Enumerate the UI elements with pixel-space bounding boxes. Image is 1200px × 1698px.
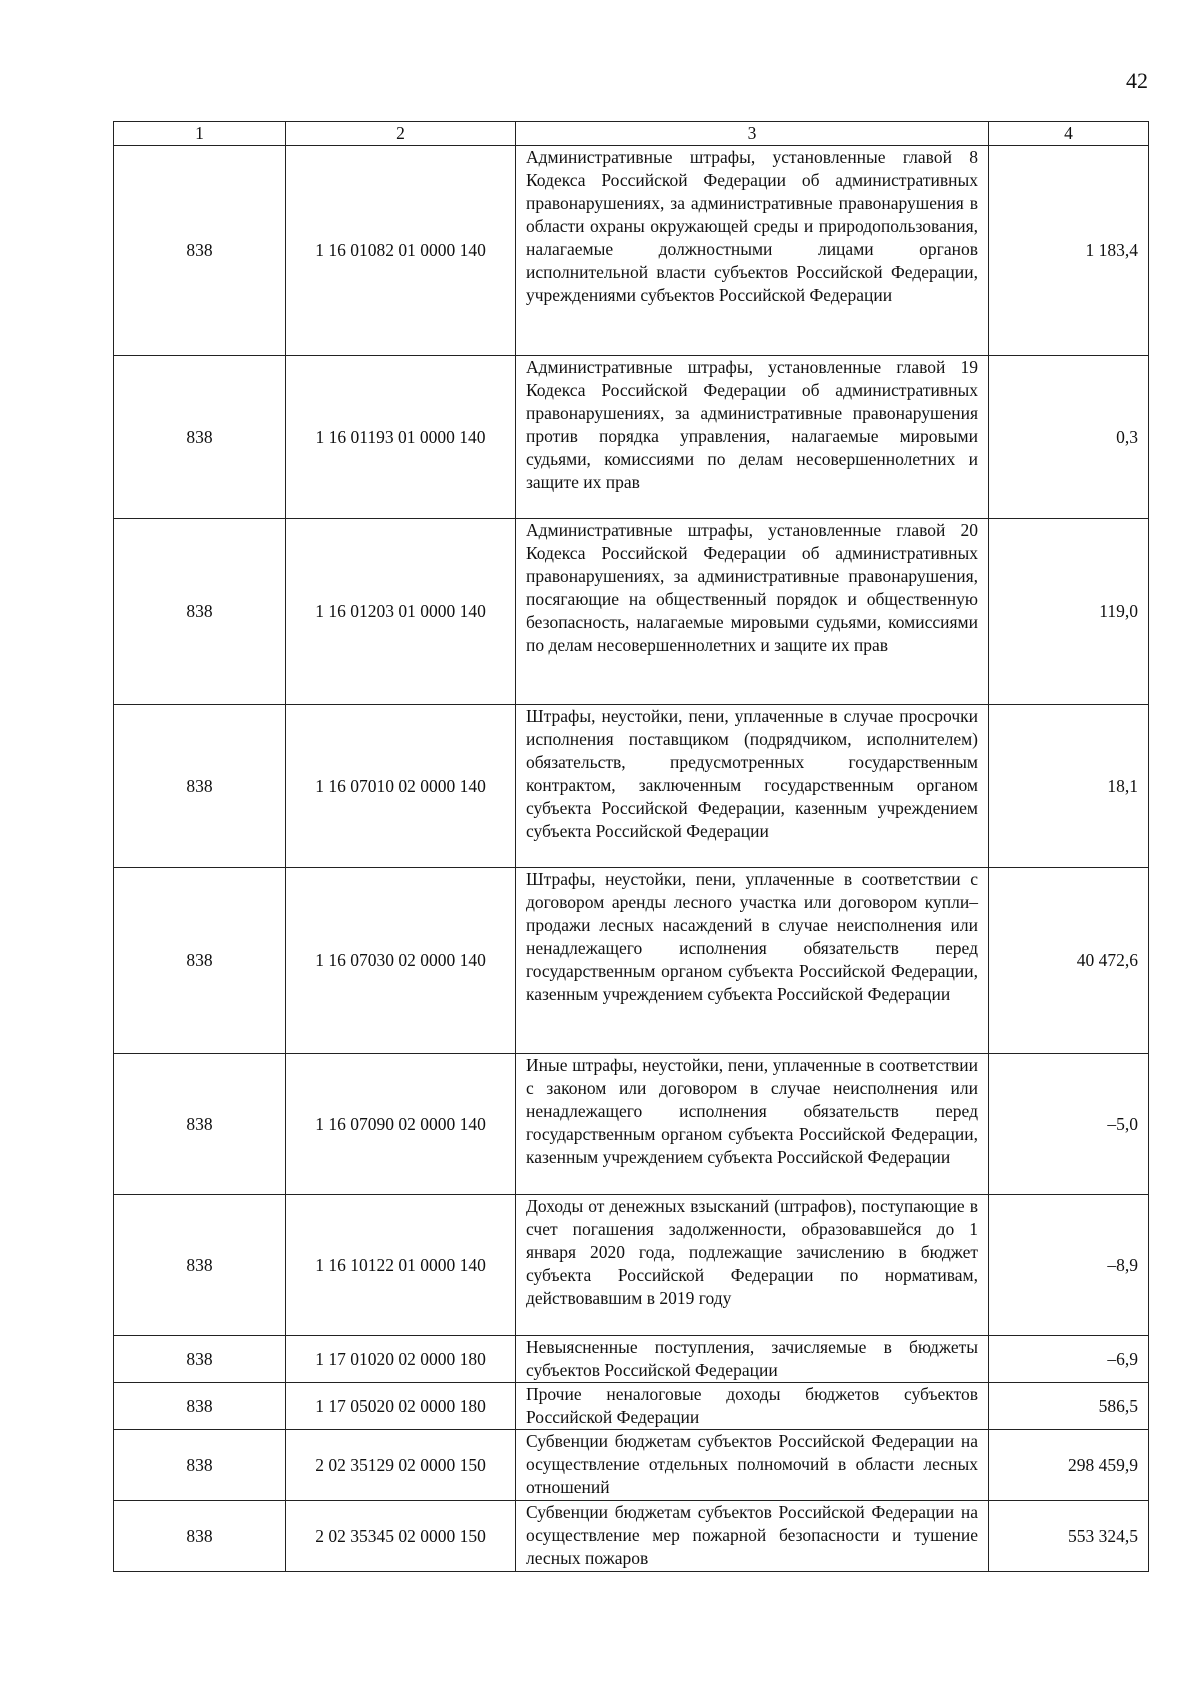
- revenue-code-cell: 1 16 01193 01 0000 140: [286, 356, 516, 519]
- amount-cell: 0,3: [989, 356, 1149, 519]
- table-header-row: [114, 122, 1149, 146]
- amount-cell: –5,0: [989, 1054, 1149, 1195]
- table-row: [114, 146, 1149, 356]
- table-row: [114, 1195, 1149, 1336]
- table-row: [114, 1054, 1149, 1195]
- amount-cell: 1 183,4: [989, 146, 1149, 356]
- admin-code-cell: 838: [114, 868, 286, 1054]
- page-number: 42: [1126, 68, 1148, 93]
- revenue-name-cell: Административные штрафы, установленные главой 19 Кодекса Российской Федерации об административных правонарушениях, за административные правонарушения против порядка управления, налагаемые мировыми судьями, комиссиями по делам несовершеннолетних и защите их прав: [516, 356, 989, 519]
- table-row: [114, 1430, 1149, 1501]
- table-row: [114, 868, 1149, 1054]
- revenue-name-cell: Субвенции бюджетам субъектов Российской Федерации на осуществление отдельных полномочий в области лесных отношений: [516, 1430, 989, 1501]
- admin-code-cell: 838: [114, 146, 286, 356]
- revenue-name-cell: Иные штрафы, неустойки, пени, уплаченные в соответствии с законом или договором в случае неисполнения или ненадлежащего исполнения обязательств перед государственным органом субъекта Российской Федерации, казенным учреждением субъекта Российской Федерации: [516, 1054, 989, 1195]
- revenue-code-cell: 2 02 35345 02 0000 150: [286, 1501, 516, 1572]
- admin-code-cell: 838: [114, 1383, 286, 1430]
- column-header: 2: [286, 122, 516, 146]
- table-row: [114, 356, 1149, 519]
- admin-code-cell: 838: [114, 356, 286, 519]
- revenue-code-cell: 1 17 05020 02 0000 180: [286, 1383, 516, 1430]
- admin-code-cell: 838: [114, 1430, 286, 1501]
- table-row: [114, 705, 1149, 868]
- column-header: 1: [114, 122, 286, 146]
- revenue-name-cell: Невыясненные поступления, зачисляемые в бюджеты субъектов Российской Федерации: [516, 1336, 989, 1383]
- revenue-name-cell: Штрафы, неустойки, пени, уплаченные в соответствии с договором аренды лесного участка или договором купли–продажи лесных насаждений в случае неисполнения или ненадлежащего исполнения обязательств перед государственным органом субъекта Российской Федерации, казенным учреждением субъекта Российской Федерации: [516, 868, 989, 1054]
- amount-cell: 586,5: [989, 1383, 1149, 1430]
- revenue-name-cell: Административные штрафы, установленные главой 20 Кодекса Российской Федерации об административных правонарушениях, за административные правонарушения, посягающие на общественный порядок и общественную безопасность, налагаемые мировыми судьями, комиссиями по делам несовершеннолетних и защите их прав: [516, 519, 989, 705]
- amount-cell: 553 324,5: [989, 1501, 1149, 1572]
- table-row: [114, 519, 1149, 705]
- amount-cell: 18,1: [989, 705, 1149, 868]
- revenue-name-cell: Доходы от денежных взысканий (штрафов), поступающие в счет погашения задолженности, образовавшейся до 1 января 2020 года, подлежащие зачислению в бюджет субъекта Российской Федерации по нормативам, действовавшим в 2019 году: [516, 1195, 989, 1336]
- revenue-code-cell: 1 16 01203 01 0000 140: [286, 519, 516, 705]
- revenue-code-cell: 2 02 35129 02 0000 150: [286, 1430, 516, 1501]
- amount-cell: 119,0: [989, 519, 1149, 705]
- revenue-code-cell: 1 16 07090 02 0000 140: [286, 1054, 516, 1195]
- column-header: 3: [516, 122, 989, 146]
- revenue-code-cell: 1 17 01020 02 0000 180: [286, 1336, 516, 1383]
- admin-code-cell: 838: [114, 1501, 286, 1572]
- admin-code-cell: 838: [114, 1195, 286, 1336]
- revenue-name-cell: Административные штрафы, установленные главой 8 Кодекса Российской Федерации об административных правонарушениях, за административные правонарушения в области охраны окружающей среды и природопользования, налагаемые должностными лицами органов исполнительной власти субъектов Российской Федерации, учреждениями субъектов Российской Федерации: [516, 146, 989, 356]
- revenue-table: [113, 121, 1149, 1572]
- table-row: [114, 1501, 1149, 1572]
- revenue-name-cell: Прочие неналоговые доходы бюджетов субъектов Российской Федерации: [516, 1383, 989, 1430]
- amount-cell: 40 472,6: [989, 868, 1149, 1054]
- revenue-name-cell: Субвенции бюджетам субъектов Российской Федерации на осуществление мер пожарной безопасности и тушение лесных пожаров: [516, 1501, 989, 1572]
- admin-code-cell: 838: [114, 519, 286, 705]
- revenue-code-cell: 1 16 07030 02 0000 140: [286, 868, 516, 1054]
- revenue-code-cell: 1 16 07010 02 0000 140: [286, 705, 516, 868]
- amount-cell: 298 459,9: [989, 1430, 1149, 1501]
- amount-cell: –6,9: [989, 1336, 1149, 1383]
- admin-code-cell: 838: [114, 1054, 286, 1195]
- column-header: 4: [989, 122, 1149, 146]
- table-row: [114, 1383, 1149, 1430]
- revenue-code-cell: 1 16 10122 01 0000 140: [286, 1195, 516, 1336]
- admin-code-cell: 838: [114, 705, 286, 868]
- amount-cell: –8,9: [989, 1195, 1149, 1336]
- table-row: [114, 1336, 1149, 1383]
- admin-code-cell: 838: [114, 1336, 286, 1383]
- revenue-code-cell: 1 16 01082 01 0000 140: [286, 146, 516, 356]
- revenue-name-cell: Штрафы, неустойки, пени, уплаченные в случае просрочки исполнения поставщиком (подрядчиком, исполнителем) обязательств, предусмотренных государственным контрактом, заключенным государственным органом субъекта Российской Федерации, казенным учреждением субъекта Российской Федерации: [516, 705, 989, 868]
